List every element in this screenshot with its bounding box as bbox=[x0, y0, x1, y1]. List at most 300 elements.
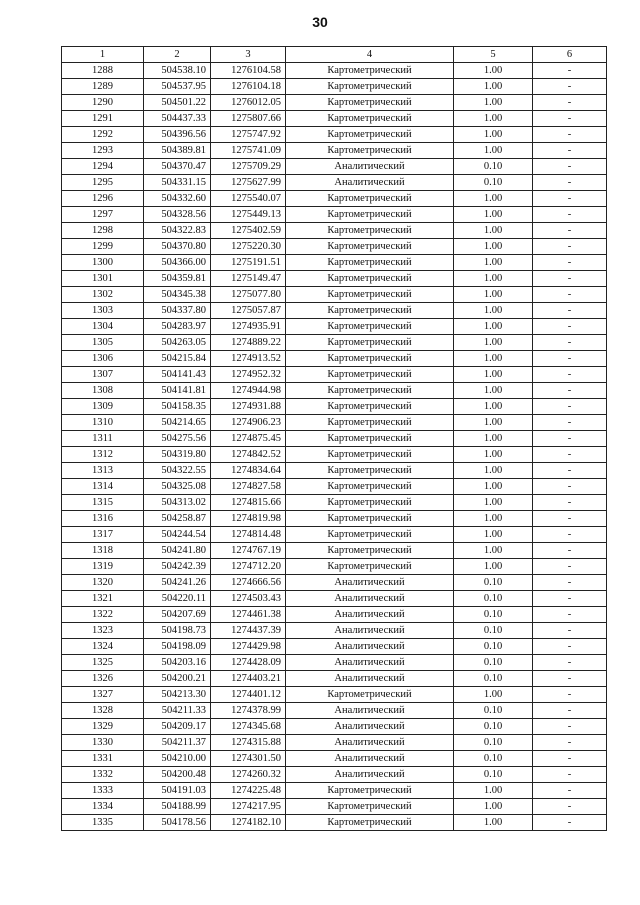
accuracy-cell: 1.00 bbox=[454, 303, 533, 319]
method-cell: Картометрический bbox=[286, 271, 454, 287]
x-coordinate-cell: 504213.30 bbox=[144, 687, 211, 703]
table-row bbox=[62, 415, 607, 431]
y-coordinate-cell: 1275057.87 bbox=[211, 303, 286, 319]
point-number-cell: 1316 bbox=[62, 511, 144, 527]
x-coordinate-cell: 504200.21 bbox=[144, 671, 211, 687]
table-row bbox=[62, 271, 607, 287]
note-cell: - bbox=[533, 575, 607, 591]
y-coordinate-cell: 1274401.12 bbox=[211, 687, 286, 703]
note-cell: - bbox=[533, 399, 607, 415]
point-number-cell: 1304 bbox=[62, 319, 144, 335]
y-coordinate-cell: 1274767.19 bbox=[211, 543, 286, 559]
point-number-cell: 1333 bbox=[62, 783, 144, 799]
x-coordinate-cell: 504389.81 bbox=[144, 143, 211, 159]
note-cell: - bbox=[533, 479, 607, 495]
accuracy-cell: 1.00 bbox=[454, 383, 533, 399]
accuracy-cell: 1.00 bbox=[454, 351, 533, 367]
y-coordinate-cell: 1274666.56 bbox=[211, 575, 286, 591]
method-cell: Картометрический bbox=[286, 383, 454, 399]
method-cell: Аналитический bbox=[286, 639, 454, 655]
note-cell: - bbox=[533, 815, 607, 831]
table-row bbox=[62, 495, 607, 511]
note-cell: - bbox=[533, 511, 607, 527]
method-cell: Картометрический bbox=[286, 463, 454, 479]
note-cell: - bbox=[533, 95, 607, 111]
note-cell: - bbox=[533, 767, 607, 783]
point-number-cell: 1335 bbox=[62, 815, 144, 831]
y-coordinate-cell: 1274503.43 bbox=[211, 591, 286, 607]
accuracy-cell: 1.00 bbox=[454, 79, 533, 95]
note-cell: - bbox=[533, 351, 607, 367]
accuracy-cell: 1.00 bbox=[454, 287, 533, 303]
method-cell: Аналитический bbox=[286, 671, 454, 687]
accuracy-cell: 1.00 bbox=[454, 127, 533, 143]
x-coordinate-cell: 504332.60 bbox=[144, 191, 211, 207]
x-coordinate-cell: 504211.37 bbox=[144, 735, 211, 751]
accuracy-cell: 0.10 bbox=[454, 575, 533, 591]
accuracy-cell: 1.00 bbox=[454, 239, 533, 255]
method-cell: Аналитический bbox=[286, 655, 454, 671]
y-coordinate-cell: 1275220.30 bbox=[211, 239, 286, 255]
point-number-cell: 1306 bbox=[62, 351, 144, 367]
note-cell: - bbox=[533, 527, 607, 543]
method-cell: Аналитический bbox=[286, 735, 454, 751]
x-coordinate-cell: 504210.00 bbox=[144, 751, 211, 767]
method-cell: Картометрический bbox=[286, 783, 454, 799]
y-coordinate-cell: 1274345.68 bbox=[211, 719, 286, 735]
table-row bbox=[62, 399, 607, 415]
method-cell: Картометрический bbox=[286, 415, 454, 431]
note-cell: - bbox=[533, 207, 607, 223]
y-coordinate-cell: 1275149.47 bbox=[211, 271, 286, 287]
accuracy-cell: 1.00 bbox=[454, 543, 533, 559]
method-cell: Аналитический bbox=[286, 575, 454, 591]
accuracy-cell: 1.00 bbox=[454, 143, 533, 159]
note-cell: - bbox=[533, 559, 607, 575]
accuracy-cell: 1.00 bbox=[454, 431, 533, 447]
note-cell: - bbox=[533, 303, 607, 319]
point-number-cell: 1299 bbox=[62, 239, 144, 255]
accuracy-cell: 1.00 bbox=[454, 223, 533, 239]
note-cell: - bbox=[533, 255, 607, 271]
accuracy-cell: 1.00 bbox=[454, 495, 533, 511]
point-number-cell: 1320 bbox=[62, 575, 144, 591]
y-coordinate-cell: 1274429.98 bbox=[211, 639, 286, 655]
table-row bbox=[62, 159, 607, 175]
method-cell: Картометрический bbox=[286, 399, 454, 415]
note-cell: - bbox=[533, 79, 607, 95]
y-coordinate-cell: 1274952.32 bbox=[211, 367, 286, 383]
method-cell: Картометрический bbox=[286, 303, 454, 319]
point-number-cell: 1314 bbox=[62, 479, 144, 495]
method-cell: Картометрический bbox=[286, 223, 454, 239]
note-cell: - bbox=[533, 175, 607, 191]
table-row bbox=[62, 447, 607, 463]
accuracy-cell: 0.10 bbox=[454, 703, 533, 719]
x-coordinate-cell: 504141.43 bbox=[144, 367, 211, 383]
x-coordinate-cell: 504337.80 bbox=[144, 303, 211, 319]
table-row bbox=[62, 351, 607, 367]
y-coordinate-cell: 1274889.22 bbox=[211, 335, 286, 351]
x-coordinate-cell: 504396.56 bbox=[144, 127, 211, 143]
table-row bbox=[62, 463, 607, 479]
table-row bbox=[62, 719, 607, 735]
x-coordinate-cell: 504366.00 bbox=[144, 255, 211, 271]
y-coordinate-cell: 1275807.66 bbox=[211, 111, 286, 127]
point-number-cell: 1321 bbox=[62, 591, 144, 607]
point-number-cell: 1290 bbox=[62, 95, 144, 111]
point-number-cell: 1328 bbox=[62, 703, 144, 719]
point-number-cell: 1289 bbox=[62, 79, 144, 95]
y-coordinate-cell: 1275449.13 bbox=[211, 207, 286, 223]
table-row bbox=[62, 335, 607, 351]
accuracy-cell: 1.00 bbox=[454, 399, 533, 415]
y-coordinate-cell: 1274378.99 bbox=[211, 703, 286, 719]
accuracy-cell: 1.00 bbox=[454, 479, 533, 495]
note-cell: - bbox=[533, 703, 607, 719]
y-coordinate-cell: 1274944.98 bbox=[211, 383, 286, 399]
y-coordinate-cell: 1274819.98 bbox=[211, 511, 286, 527]
x-coordinate-cell: 504211.33 bbox=[144, 703, 211, 719]
y-coordinate-cell: 1276104.58 bbox=[211, 63, 286, 79]
table-row bbox=[62, 127, 607, 143]
note-cell: - bbox=[533, 463, 607, 479]
note-cell: - bbox=[533, 367, 607, 383]
method-cell: Картометрический bbox=[286, 319, 454, 335]
method-cell: Картометрический bbox=[286, 207, 454, 223]
point-number-cell: 1295 bbox=[62, 175, 144, 191]
table-row bbox=[62, 255, 607, 271]
accuracy-cell: 1.00 bbox=[454, 799, 533, 815]
point-number-cell: 1294 bbox=[62, 159, 144, 175]
point-number-cell: 1293 bbox=[62, 143, 144, 159]
y-coordinate-cell: 1274906.23 bbox=[211, 415, 286, 431]
table-row bbox=[62, 559, 607, 575]
table-row bbox=[62, 575, 607, 591]
point-number-cell: 1317 bbox=[62, 527, 144, 543]
point-number-cell: 1323 bbox=[62, 623, 144, 639]
point-number-cell: 1326 bbox=[62, 671, 144, 687]
note-cell: - bbox=[533, 671, 607, 687]
accuracy-cell: 0.10 bbox=[454, 751, 533, 767]
x-coordinate-cell: 504200.48 bbox=[144, 767, 211, 783]
y-coordinate-cell: 1274437.39 bbox=[211, 623, 286, 639]
y-coordinate-cell: 1274815.66 bbox=[211, 495, 286, 511]
table-row bbox=[62, 479, 607, 495]
x-coordinate-cell: 504209.17 bbox=[144, 719, 211, 735]
note-cell: - bbox=[533, 431, 607, 447]
y-coordinate-cell: 1274301.50 bbox=[211, 751, 286, 767]
table-row bbox=[62, 431, 607, 447]
note-cell: - bbox=[533, 271, 607, 287]
accuracy-cell: 1.00 bbox=[454, 687, 533, 703]
method-cell: Картометрический bbox=[286, 559, 454, 575]
x-coordinate-cell: 504244.54 bbox=[144, 527, 211, 543]
x-coordinate-cell: 504263.05 bbox=[144, 335, 211, 351]
accuracy-cell: 1.00 bbox=[454, 319, 533, 335]
note-cell: - bbox=[533, 623, 607, 639]
accuracy-cell: 0.10 bbox=[454, 767, 533, 783]
point-number-cell: 1332 bbox=[62, 767, 144, 783]
point-number-cell: 1301 bbox=[62, 271, 144, 287]
accuracy-cell: 1.00 bbox=[454, 783, 533, 799]
note-cell: - bbox=[533, 719, 607, 735]
x-coordinate-cell: 504275.56 bbox=[144, 431, 211, 447]
method-cell: Картометрический bbox=[286, 815, 454, 831]
table-row bbox=[62, 799, 607, 815]
y-coordinate-cell: 1274935.91 bbox=[211, 319, 286, 335]
x-coordinate-cell: 504319.80 bbox=[144, 447, 211, 463]
page-number: 30 bbox=[312, 14, 328, 30]
y-coordinate-cell: 1274913.52 bbox=[211, 351, 286, 367]
table-row bbox=[62, 63, 607, 79]
table-row bbox=[62, 623, 607, 639]
x-coordinate-cell: 504241.26 bbox=[144, 575, 211, 591]
table-row bbox=[62, 687, 607, 703]
method-cell: Картометрический bbox=[286, 495, 454, 511]
x-coordinate-cell: 504322.83 bbox=[144, 223, 211, 239]
table-row bbox=[62, 767, 607, 783]
x-coordinate-cell: 504328.56 bbox=[144, 207, 211, 223]
accuracy-cell: 1.00 bbox=[454, 559, 533, 575]
table-row bbox=[62, 79, 607, 95]
note-cell: - bbox=[533, 591, 607, 607]
method-cell: Картометрический bbox=[286, 127, 454, 143]
column-header-5: 5 bbox=[454, 47, 533, 63]
table-row bbox=[62, 527, 607, 543]
method-cell: Картометрический bbox=[286, 111, 454, 127]
accuracy-cell: 1.00 bbox=[454, 463, 533, 479]
y-coordinate-cell: 1274461.38 bbox=[211, 607, 286, 623]
x-coordinate-cell: 504242.39 bbox=[144, 559, 211, 575]
accuracy-cell: 1.00 bbox=[454, 511, 533, 527]
accuracy-cell: 0.10 bbox=[454, 655, 533, 671]
y-coordinate-cell: 1275741.09 bbox=[211, 143, 286, 159]
accuracy-cell: 0.10 bbox=[454, 735, 533, 751]
accuracy-cell: 1.00 bbox=[454, 447, 533, 463]
method-cell: Картометрический bbox=[286, 143, 454, 159]
point-number-cell: 1298 bbox=[62, 223, 144, 239]
y-coordinate-cell: 1274225.48 bbox=[211, 783, 286, 799]
accuracy-cell: 0.10 bbox=[454, 671, 533, 687]
column-header-4: 4 bbox=[286, 47, 454, 63]
method-cell: Картометрический bbox=[286, 543, 454, 559]
x-coordinate-cell: 504437.33 bbox=[144, 111, 211, 127]
accuracy-cell: 1.00 bbox=[454, 335, 533, 351]
table-row bbox=[62, 143, 607, 159]
point-number-cell: 1288 bbox=[62, 63, 144, 79]
table-row bbox=[62, 703, 607, 719]
x-coordinate-cell: 504178.56 bbox=[144, 815, 211, 831]
x-coordinate-cell: 504191.03 bbox=[144, 783, 211, 799]
method-cell: Картометрический bbox=[286, 799, 454, 815]
note-cell: - bbox=[533, 319, 607, 335]
table-header-row bbox=[62, 47, 607, 63]
point-number-cell: 1305 bbox=[62, 335, 144, 351]
note-cell: - bbox=[533, 607, 607, 623]
note-cell: - bbox=[533, 447, 607, 463]
y-coordinate-cell: 1275191.51 bbox=[211, 255, 286, 271]
x-coordinate-cell: 504359.81 bbox=[144, 271, 211, 287]
table-row bbox=[62, 511, 607, 527]
point-number-cell: 1318 bbox=[62, 543, 144, 559]
accuracy-cell: 1.00 bbox=[454, 815, 533, 831]
point-number-cell: 1315 bbox=[62, 495, 144, 511]
accuracy-cell: 1.00 bbox=[454, 271, 533, 287]
x-coordinate-cell: 504220.11 bbox=[144, 591, 211, 607]
method-cell: Картометрический bbox=[286, 527, 454, 543]
x-coordinate-cell: 504215.84 bbox=[144, 351, 211, 367]
x-coordinate-cell: 504313.02 bbox=[144, 495, 211, 511]
accuracy-cell: 1.00 bbox=[454, 527, 533, 543]
accuracy-cell: 1.00 bbox=[454, 111, 533, 127]
accuracy-cell: 1.00 bbox=[454, 63, 533, 79]
y-coordinate-cell: 1274260.32 bbox=[211, 767, 286, 783]
table-row bbox=[62, 751, 607, 767]
x-coordinate-cell: 504198.09 bbox=[144, 639, 211, 655]
table-row bbox=[62, 191, 607, 207]
x-coordinate-cell: 504258.87 bbox=[144, 511, 211, 527]
table-row bbox=[62, 655, 607, 671]
x-coordinate-cell: 504538.10 bbox=[144, 63, 211, 79]
y-coordinate-cell: 1274403.21 bbox=[211, 671, 286, 687]
note-cell: - bbox=[533, 143, 607, 159]
x-coordinate-cell: 504501.22 bbox=[144, 95, 211, 111]
method-cell: Картометрический bbox=[286, 431, 454, 447]
table-row bbox=[62, 639, 607, 655]
point-number-cell: 1310 bbox=[62, 415, 144, 431]
note-cell: - bbox=[533, 495, 607, 511]
method-cell: Картометрический bbox=[286, 239, 454, 255]
x-coordinate-cell: 504325.08 bbox=[144, 479, 211, 495]
coordinates-table bbox=[61, 46, 607, 831]
table-row bbox=[62, 239, 607, 255]
point-number-cell: 1303 bbox=[62, 303, 144, 319]
accuracy-cell: 1.00 bbox=[454, 191, 533, 207]
point-number-cell: 1329 bbox=[62, 719, 144, 735]
point-number-cell: 1334 bbox=[62, 799, 144, 815]
point-number-cell: 1307 bbox=[62, 367, 144, 383]
method-cell: Картометрический bbox=[286, 79, 454, 95]
note-cell: - bbox=[533, 655, 607, 671]
method-cell: Аналитический bbox=[286, 703, 454, 719]
accuracy-cell: 1.00 bbox=[454, 255, 533, 271]
point-number-cell: 1308 bbox=[62, 383, 144, 399]
y-coordinate-cell: 1274217.95 bbox=[211, 799, 286, 815]
accuracy-cell: 0.10 bbox=[454, 719, 533, 735]
note-cell: - bbox=[533, 127, 607, 143]
accuracy-cell: 1.00 bbox=[454, 367, 533, 383]
column-header-6: 6 bbox=[533, 47, 607, 63]
y-coordinate-cell: 1274315.88 bbox=[211, 735, 286, 751]
point-number-cell: 1311 bbox=[62, 431, 144, 447]
note-cell: - bbox=[533, 287, 607, 303]
note-cell: - bbox=[533, 687, 607, 703]
accuracy-cell: 1.00 bbox=[454, 415, 533, 431]
method-cell: Картометрический bbox=[286, 287, 454, 303]
point-number-cell: 1313 bbox=[62, 463, 144, 479]
y-coordinate-cell: 1274875.45 bbox=[211, 431, 286, 447]
note-cell: - bbox=[533, 223, 607, 239]
x-coordinate-cell: 504158.35 bbox=[144, 399, 211, 415]
y-coordinate-cell: 1275627.99 bbox=[211, 175, 286, 191]
method-cell: Картометрический bbox=[286, 255, 454, 271]
point-number-cell: 1300 bbox=[62, 255, 144, 271]
accuracy-cell: 1.00 bbox=[454, 95, 533, 111]
table-row bbox=[62, 783, 607, 799]
point-number-cell: 1325 bbox=[62, 655, 144, 671]
accuracy-cell: 0.10 bbox=[454, 639, 533, 655]
y-coordinate-cell: 1274712.20 bbox=[211, 559, 286, 575]
method-cell: Аналитический bbox=[286, 591, 454, 607]
method-cell: Картометрический bbox=[286, 191, 454, 207]
x-coordinate-cell: 504198.73 bbox=[144, 623, 211, 639]
point-number-cell: 1322 bbox=[62, 607, 144, 623]
note-cell: - bbox=[533, 735, 607, 751]
table-row bbox=[62, 591, 607, 607]
note-cell: - bbox=[533, 159, 607, 175]
y-coordinate-cell: 1276104.18 bbox=[211, 79, 286, 95]
method-cell: Картометрический bbox=[286, 63, 454, 79]
y-coordinate-cell: 1275077.80 bbox=[211, 287, 286, 303]
table-row bbox=[62, 175, 607, 191]
table-body bbox=[62, 63, 607, 831]
method-cell: Картометрический bbox=[286, 447, 454, 463]
point-number-cell: 1330 bbox=[62, 735, 144, 751]
y-coordinate-cell: 1274842.52 bbox=[211, 447, 286, 463]
point-number-cell: 1327 bbox=[62, 687, 144, 703]
note-cell: - bbox=[533, 639, 607, 655]
accuracy-cell: 1.00 bbox=[454, 207, 533, 223]
point-number-cell: 1309 bbox=[62, 399, 144, 415]
table-row bbox=[62, 207, 607, 223]
accuracy-cell: 0.10 bbox=[454, 159, 533, 175]
table-row bbox=[62, 383, 607, 399]
method-cell: Картометрический bbox=[286, 479, 454, 495]
table-row bbox=[62, 607, 607, 623]
method-cell: Аналитический bbox=[286, 767, 454, 783]
method-cell: Аналитический bbox=[286, 719, 454, 735]
y-coordinate-cell: 1276012.05 bbox=[211, 95, 286, 111]
note-cell: - bbox=[533, 543, 607, 559]
note-cell: - bbox=[533, 799, 607, 815]
x-coordinate-cell: 504370.80 bbox=[144, 239, 211, 255]
method-cell: Аналитический bbox=[286, 607, 454, 623]
column-header-2: 2 bbox=[144, 47, 211, 63]
point-number-cell: 1324 bbox=[62, 639, 144, 655]
y-coordinate-cell: 1274931.88 bbox=[211, 399, 286, 415]
method-cell: Аналитический bbox=[286, 751, 454, 767]
y-coordinate-cell: 1274182.10 bbox=[211, 815, 286, 831]
x-coordinate-cell: 504214.65 bbox=[144, 415, 211, 431]
method-cell: Картометрический bbox=[286, 511, 454, 527]
table-row bbox=[62, 287, 607, 303]
point-number-cell: 1296 bbox=[62, 191, 144, 207]
table-row bbox=[62, 319, 607, 335]
point-number-cell: 1331 bbox=[62, 751, 144, 767]
y-coordinate-cell: 1274827.58 bbox=[211, 479, 286, 495]
x-coordinate-cell: 504322.55 bbox=[144, 463, 211, 479]
point-number-cell: 1297 bbox=[62, 207, 144, 223]
accuracy-cell: 0.10 bbox=[454, 623, 533, 639]
note-cell: - bbox=[533, 751, 607, 767]
method-cell: Картометрический bbox=[286, 335, 454, 351]
accuracy-cell: 0.10 bbox=[454, 607, 533, 623]
method-cell: Картометрический bbox=[286, 367, 454, 383]
table-row bbox=[62, 543, 607, 559]
note-cell: - bbox=[533, 415, 607, 431]
x-coordinate-cell: 504537.95 bbox=[144, 79, 211, 95]
